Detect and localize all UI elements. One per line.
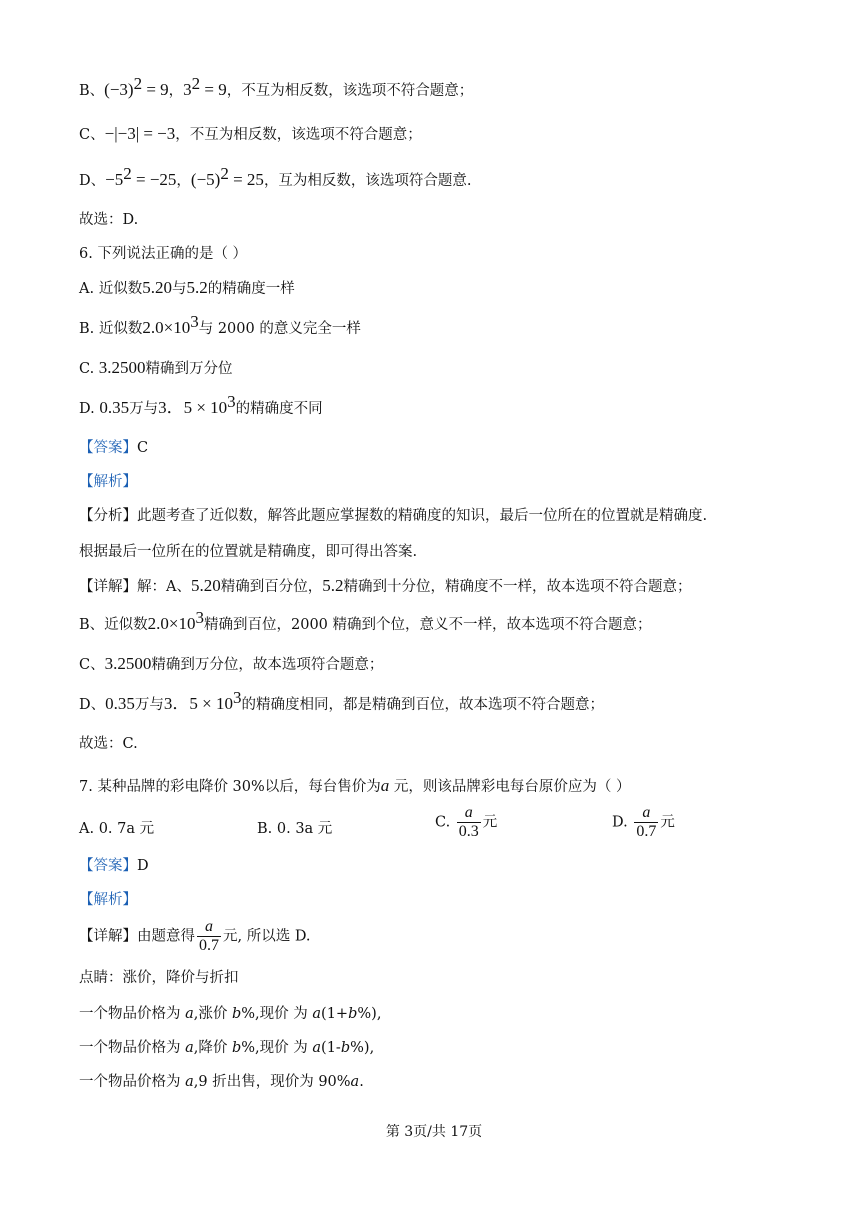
xiangjie-tag: 【详解】 [79, 579, 137, 595]
q6-answer: 【答案】C [79, 440, 149, 456]
q5-option-d-analysis: D、$-5^2 = -25$，$(-5)^2 = 25$，互为相反数，该选项符合题意. [79, 164, 472, 189]
fraction: $\frac{a}{0.7}$ [636, 804, 657, 840]
q7-option-d: D. $\frac{a}{0.7}$ 元 [612, 804, 675, 840]
q6-option-c: C. 3.2500精确到万分位 [79, 358, 233, 377]
q5-choice: 故选：D. [79, 212, 139, 228]
q6-xiangjie-d: D、0.35万与3．$5 \times 10^3$的精确度相同，都是精确到百位，故本选项不符合题意； [79, 688, 604, 713]
page-footer: 第 3页/共 17页 [385, 1124, 483, 1140]
q7-option-b: B. 0. 3a 元 [257, 821, 333, 837]
analysis-tag: 【解析】 [79, 892, 137, 908]
q6-option-a: A. 近似数5.20与5.2的精确度一样 [79, 278, 295, 297]
q7-option-a: A. 0. 7a 元 [79, 821, 155, 837]
q6-xiangjie-b: B、近似数$2.0\times 10^3$精确到百位，2000 精确到个位，意义不一样，故本选项不符合题意； [79, 608, 652, 633]
answer-tag: 【答案】 [79, 440, 137, 456]
q7-stem: 7. 某种品牌的彩电降价 30%以后，每台售价为a 元，则该品牌彩电每台原价应为（ ） [79, 776, 631, 795]
q7-note-line1: 一个物品价格为 a,涨价 b%,现价 为 a(1+b%), [79, 1006, 382, 1022]
q6-option-b: B. 近似数$2.0\times 10^3$与 2000 的意义完全一样 [79, 312, 361, 337]
q6-option-d: D. 0.35万与3．$5 \times 10^3$的精确度不同 [79, 392, 323, 417]
q5-option-b-analysis: B、$(-3)^2 = 9$，$3^2 = 9$，不互为相反数，该选项不符合题意； [79, 74, 474, 99]
q7-answer: 【答案】D [79, 858, 149, 874]
q6-stem: 6. 下列说法正确的是（ ） [79, 246, 248, 262]
q6-fenxi-line2: 根据最后一位所在的位置就是精确度，即可得出答案. [79, 544, 418, 560]
q7-note-line2: 一个物品价格为 a,降价 b%,现价 为 a(1-b%), [79, 1040, 375, 1056]
q7-note-heading: 点睛：涨价，降价与折扣 [79, 970, 239, 986]
answer-tag: 【答案】 [79, 858, 137, 874]
q5-option-c-analysis: C、−|−3| = −3，不互为相反数，该选项不符合题意； [79, 124, 422, 143]
q6-xiangjie-a: 【详解】解：A、5.20精确到百分位，5.2精确到十分位，精确度不一样，故本选项不符合题意； [79, 576, 692, 595]
analysis-tag: 【解析】 [79, 474, 137, 490]
q7-analysis-heading [79, 890, 137, 910]
fraction: $\frac{a}{0.7}$ [199, 918, 219, 954]
q6-fenxi: 【分析】此题考查了近似数，解答此题应掌握数的精确度的知识，最后一位所在的位置就是精确度. [79, 508, 708, 524]
fraction: $\frac{a}{0.3}$ [458, 804, 479, 840]
q7-option-c: C. $\frac{a}{0.3}$ 元 [435, 804, 498, 840]
xiangjie-tag: 【详解】 [79, 928, 137, 945]
q6-xiangjie-c: C、3.2500精确到万分位，故本选项符合题意； [79, 654, 384, 673]
q6-choice: 故选：C. [79, 736, 138, 752]
q7-note-line3: 一个物品价格为 a,9 折出售，现价为 90%a. [79, 1074, 364, 1090]
fenxi-tag: 【分析】 [79, 508, 137, 524]
q6-analysis-heading [79, 472, 137, 492]
q7-xiangjie: 【详解】由题意得 $\frac{a}{0.7}$ 元, 所以选 D. [79, 918, 311, 954]
